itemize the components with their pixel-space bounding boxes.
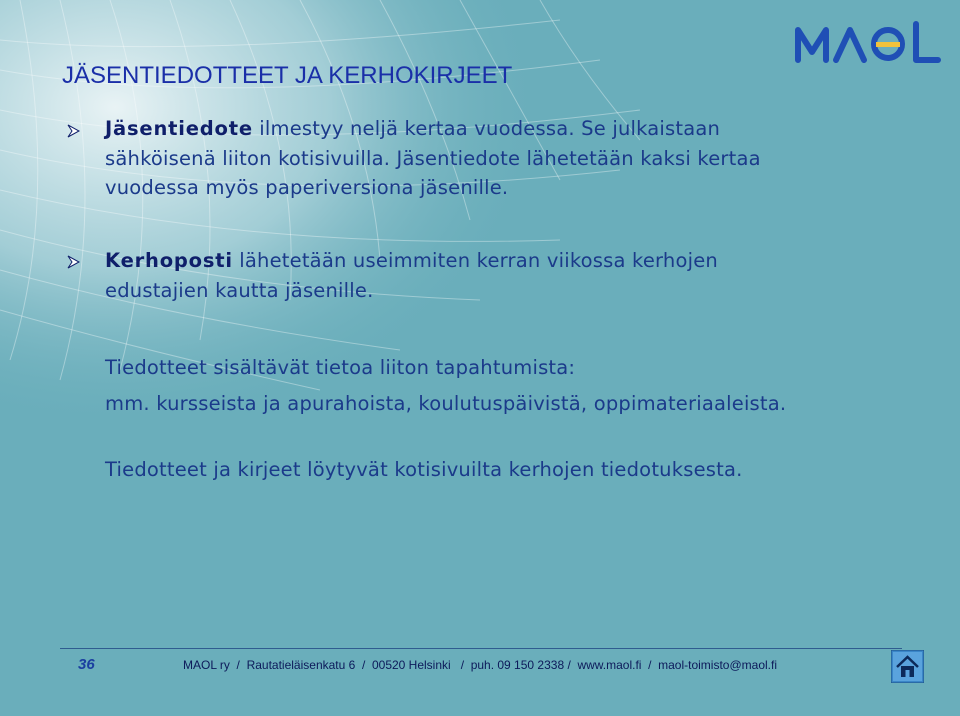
footer-divider	[60, 648, 902, 649]
home-icon[interactable]	[891, 650, 924, 683]
maol-logo	[792, 12, 942, 68]
text-line: lähetetään useimmiten kerran viikossa kerhojen	[232, 249, 718, 272]
bold-term: Jäsentiedote	[105, 117, 253, 140]
bullet-jasentiedote	[105, 114, 761, 203]
page-number: 36	[78, 656, 95, 673]
page-title: JÄSENTIEDOTTEET JA KERHOKIRJEET	[62, 62, 513, 89]
bold-term: Kerhoposti	[105, 249, 233, 272]
bullet-kerhoposti	[105, 246, 718, 305]
text-line: Tiedotteet sisältävät tietoa liiton tapahtumista:	[105, 356, 576, 379]
text-line: edustajien kautta jäsenille.	[105, 278, 374, 302]
text-line: vuodessa myös paperiversiona jäsenille.	[105, 176, 509, 199]
arrow-bullet-icon	[66, 255, 80, 269]
text-line: ilmestyy neljä kertaa vuodessa. Se julkaistaan	[252, 117, 721, 140]
paragraph-kotisivut: Tiedotteet ja kirjeet löytyvät kotisivuilta kerhojen tiedotuksesta.	[105, 458, 743, 481]
footer-contact: MAOL ry / Rautatieläisenkatu 6 / 00520 Helsinki / puh. 09 150 2338 / www.maol.fi / maol-toimisto@maol.fi	[183, 658, 778, 672]
paragraph-tiedotteet	[105, 350, 786, 422]
text-line: sähköisenä liiton kotisivuilla. Jäsentiedote lähetetään kaksi kertaa	[105, 146, 761, 170]
text-line: mm. kursseista ja apurahoista, koulutuspäivistä, oppimateriaaleista.	[105, 392, 787, 415]
arrow-bullet-icon	[66, 124, 80, 138]
